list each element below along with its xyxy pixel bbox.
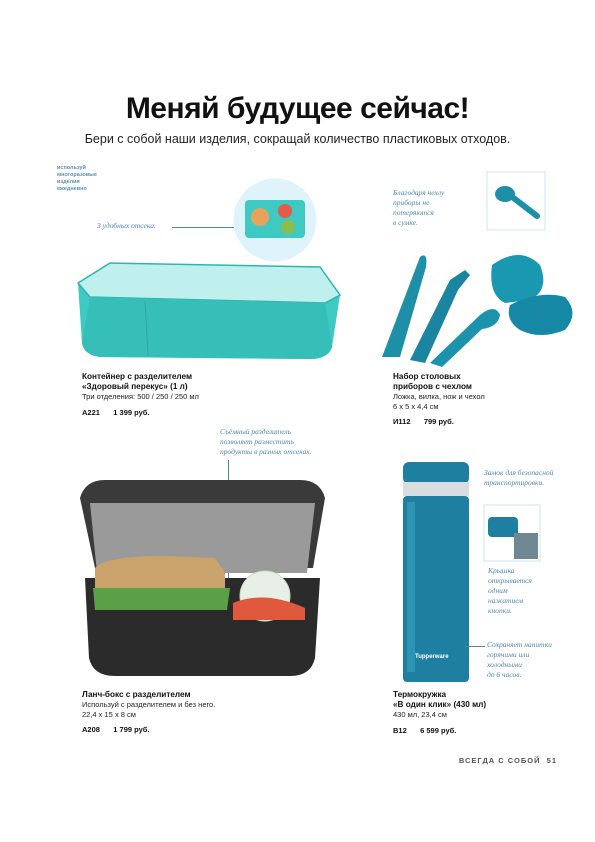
note-divider: Съёмный разделитель позволяет разместить продукты в разных отсеках. [220, 427, 312, 456]
product-price: 6 599 руб. [420, 725, 457, 735]
note-lock: Замок для безопасной транспортировки. [484, 468, 554, 487]
page-number: 51 [546, 756, 557, 765]
leader-line [465, 646, 485, 647]
product-title: Термокружка «В один клик» (430 мл) [393, 690, 487, 709]
page-title: Меняй будущее сейчас! [125, 92, 470, 125]
cutlery-image [370, 245, 585, 370]
mug-logo: Tupperware [415, 654, 449, 660]
product-price: 1 799 руб. [113, 725, 150, 734]
product-size: 22,4 х 15 х 8 см [82, 709, 136, 719]
note-compartments: 3 удобных отсека. [97, 221, 156, 230]
product-cutlery [393, 372, 563, 429]
note-lid: Крышка открывается одним нажатием кнопки. [488, 566, 532, 615]
container-detail-image [230, 175, 320, 265]
cover-detail-image [487, 172, 547, 232]
product-lunchbox [82, 690, 272, 737]
product-title: Контейнер с разделителем «Здоровый перекус» (1 л) [82, 372, 193, 391]
product-title: Набор столовых приборов с чехлом [393, 372, 472, 391]
container-image [70, 255, 350, 370]
leader-line [172, 227, 234, 228]
product-desc: Три отделения: 500 / 250 / 250 мл [82, 392, 199, 401]
lid-detail-image [484, 505, 542, 563]
note-keeps: Сохраняет напитки горячими или холодными до 6 часов. [487, 640, 552, 679]
product-size: 6 х 5 х 4,4 см [393, 401, 439, 411]
product-price: 1 399 руб. [113, 407, 150, 417]
product-title: Ланч-бокс с разделителем [82, 690, 191, 699]
product-container [82, 372, 252, 420]
mug-image [403, 462, 473, 684]
product-code: A208 [82, 725, 100, 734]
product-price: 799 руб. [423, 417, 454, 426]
note-cover: Благодаря чехлу приборы не потеряются в сумке. [393, 188, 445, 227]
page-subtitle: Бери с собой наши изделия, сокращай количество пластиковых отходов. [84, 132, 511, 146]
product-code: A221 [82, 407, 100, 417]
lunchbox-image [75, 478, 330, 683]
product-code: И112 [393, 417, 411, 426]
product-mug [393, 690, 563, 738]
product-desc: 430 мл, 23,4 см [393, 710, 447, 719]
product-desc: Используй с разделителем и без него. [82, 700, 216, 709]
footer-label: ВСЕГДА С СОБОЙ [458, 756, 541, 765]
page-footer [459, 756, 557, 765]
product-desc: Ложка, вилка, нож и чехол [393, 392, 485, 401]
side-note: используй многоразовые изделия ежедневно [57, 165, 97, 192]
product-code: B12 [393, 725, 407, 735]
